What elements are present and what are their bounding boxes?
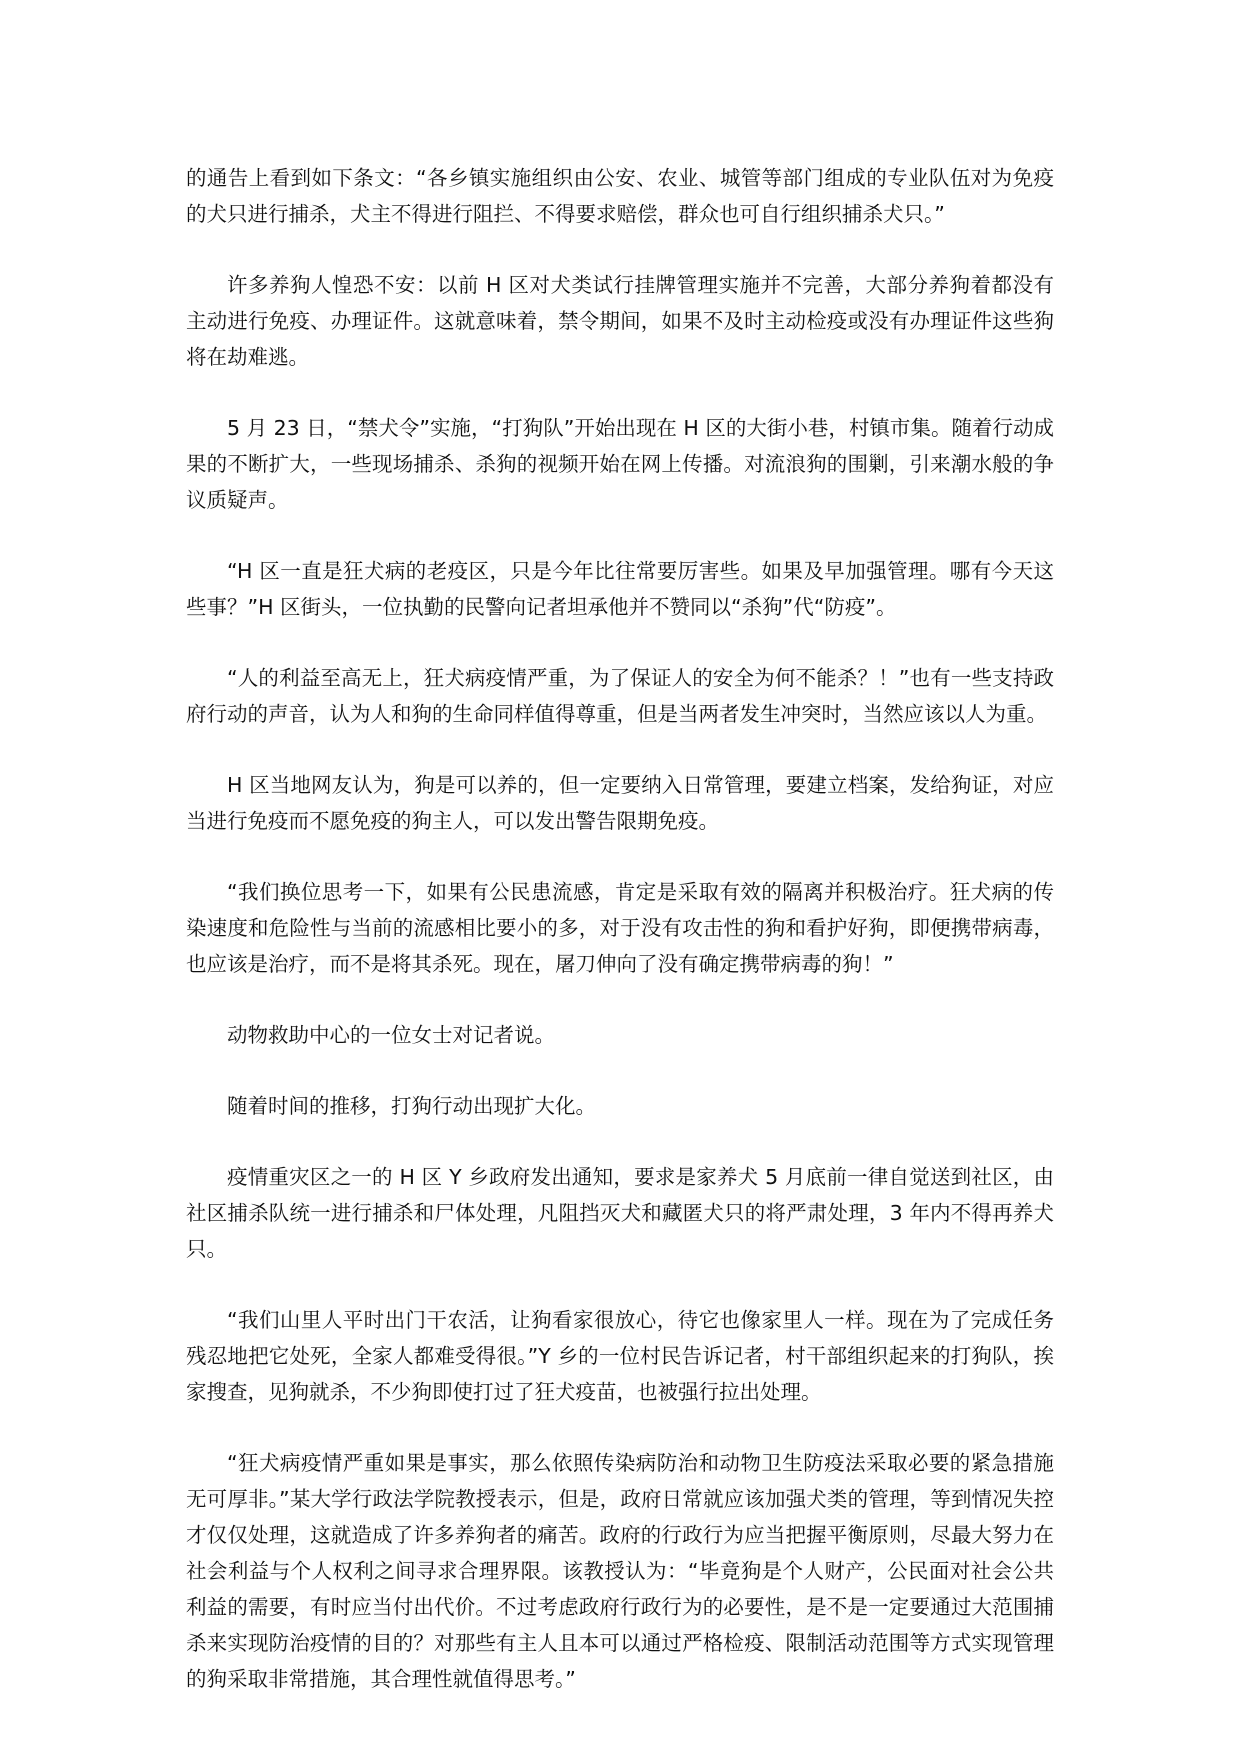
paragraph-11: “我们山里人平时出门干农活，让狗看家很放心，待它也像家里人一样。现在为了完成任务残忍地把它处死，全家人都难受得很。”Y 乡的一位村民告诉记者，村干部组织起来的打狗队，挨家搜查，见狗就杀，不少狗即使打过了狂犬疫苗，也被强行拉出处理。 [186,1308,1054,1404]
paragraph-6: H 区当地网友认为，狗是可以养的，但一定要纳入日常管理，要建立档案，发给狗证，对应当进行免疫而不愿免疫的狗主人，可以发出警告限期免疫。 [186,773,1054,833]
paragraph-3: 5 月 23 日，“禁犬令”实施，“打狗队”开始出现在 H 区的大街小巷，村镇市集。随着行动成果的不断扩大，一些现场捕杀、杀狗的视频开始在网上传播。对流浪狗的围剿，引来潮水般的争议质疑声。 [186,416,1054,512]
paragraph-5: “人的利益至高无上，狂犬病疫情严重，为了保证人的安全为何不能杀？！”也有一些支持政府行动的声音，认为人和狗的生命同样值得尊重，但是当两者发生冲突时，当然应该以人为重。 [186,666,1054,726]
paragraph-1: 的通告上看到如下条文：“各乡镇实施组织由公安、农业、城管等部门组成的专业队伍对为免疫的犬只进行捕杀，犬主不得进行阻拦、不得要求赔偿，群众也可自行组织捕杀犬只。” [186,166,1054,226]
paragraph-7: “我们换位思考一下，如果有公民患流感，肯定是采取有效的隔离并积极治疗。狂犬病的传染速度和危险性与当前的流感相比要小的多，对于没有攻击性的狗和看护好狗，即便携带病毒，也应该是治疗，而不是将其杀死。现在，屠刀伸向了没有确定携带病毒的狗！” [186,880,1054,976]
paragraph-10: 疫情重灾区之一的 H 区 Y 乡政府发出通知，要求是家养犬 5 月底前一律自觉送到社区，由社区捕杀队统一进行捕杀和尸体处理，凡阻挡灭犬和藏匿犬只的将严肃处理，3 年内不得再养犬只。 [186,1165,1054,1261]
paragraph-4: “H 区一直是狂犬病的老疫区，只是今年比往常要厉害些。如果及早加强管理。哪有今天这些事？”H 区街头，一位执勤的民警向记者坦承他并不赞同以“杀狗”代“防疫”。 [186,559,1054,619]
paragraph-9: 随着时间的推移，打狗行动出现扩大化。 [227,1094,596,1118]
paragraph-12: “狂犬病疫情严重如果是事实，那么依照传染病防治和动物卫生防疫法采取必要的紧急措施无可厚非。”某大学行政法学院教授表示，但是，政府日常就应该加强犬类的管理，等到情况失控才仅仅处理，这就造成了许多养狗者的痛苦。政府的行政行为应当把握平衡原则，尽最大努力在社会利益与个人权利之间寻求合理界限。该教授认为：“毕竟狗是个人财产，公民面对社会公共利益的需要，有时应当付出代价。不过考虑政府行政行为的必要性，是不是一定要通过大范围捕杀来实现防治疫情的目的？对那些有主人且本可以通过严格检疫、限制活动范围等方式实现管理的狗采取非常措施，其合理性就值得思考。” [186,1451,1054,1691]
paragraph-8: 动物救助中心的一位女士对记者说。 [227,1023,555,1047]
paragraph-2: 许多养狗人惶恐不安：以前 H 区对犬类试行挂牌管理实施并不完善，大部分养狗着都没有主动进行免疫、办理证件。这就意味着，禁令期间，如果不及时主动检疫或没有办理证件这些狗将在劫难逃。 [186,273,1054,369]
